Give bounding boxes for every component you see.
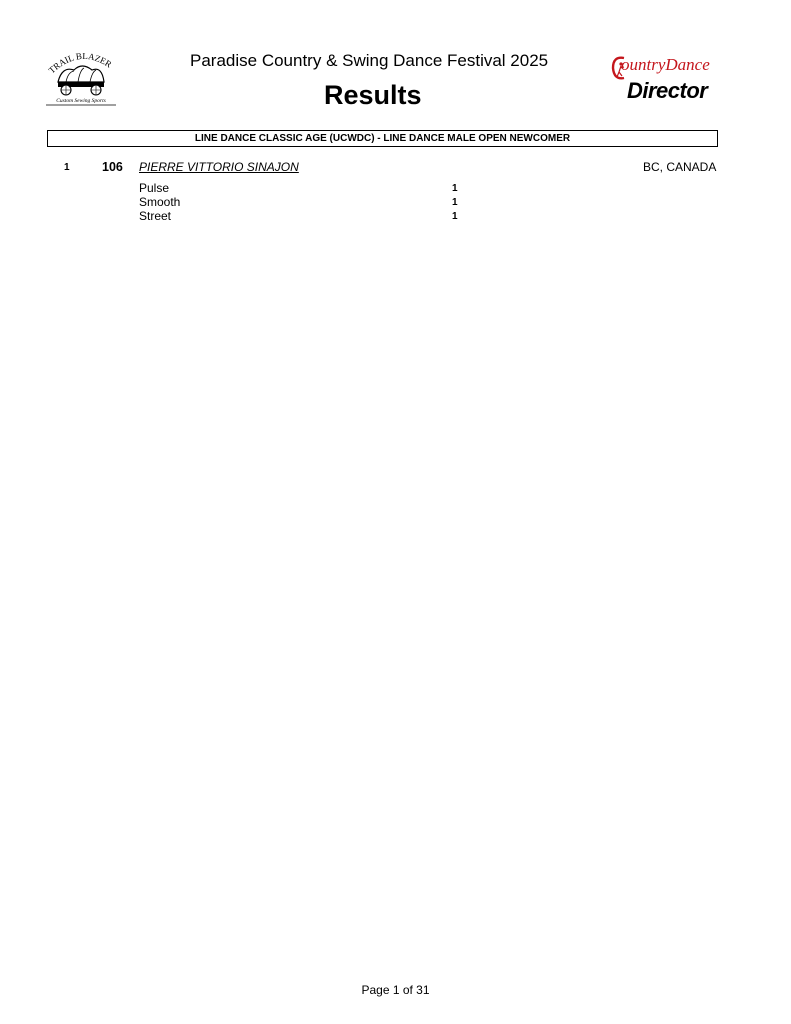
entry-dancer-name: PIERRE VITTORIO SINAJON <box>139 160 299 174</box>
dance-name-street: Street <box>139 209 172 223</box>
dance-place-street: 1 <box>452 211 458 222</box>
trail-blazer-logo <box>44 48 118 108</box>
dance-name-pulse: Pulse <box>139 181 170 195</box>
logo-bottom-text: Custom Sewing Sports <box>56 98 106 104</box>
entry-placing: 1 <box>64 162 70 173</box>
director-brand-text: Director <box>627 78 708 103</box>
dance-place-pulse: 1 <box>452 183 458 194</box>
division-title: LINE DANCE CLASSIC AGE (UCWDC) - LINE DANCE MALE OPEN NEWCOMER <box>47 130 718 147</box>
logo-arc-textpath: TRAIL BLAZER <box>46 50 114 76</box>
dance-name-smooth: Smooth <box>139 195 181 209</box>
entry-location: BC, CANADA <box>643 160 717 174</box>
page-heading: Results <box>324 80 422 110</box>
page-number: Page 1 of 31 <box>361 983 430 997</box>
event-title: Paradise Country & Swing Dance Festival 2025 <box>190 51 549 70</box>
country-dance-brand-text: ountryDance <box>621 55 710 74</box>
dance-place-smooth: 1 <box>452 197 458 208</box>
entry-bib-number: 106 <box>102 160 123 174</box>
